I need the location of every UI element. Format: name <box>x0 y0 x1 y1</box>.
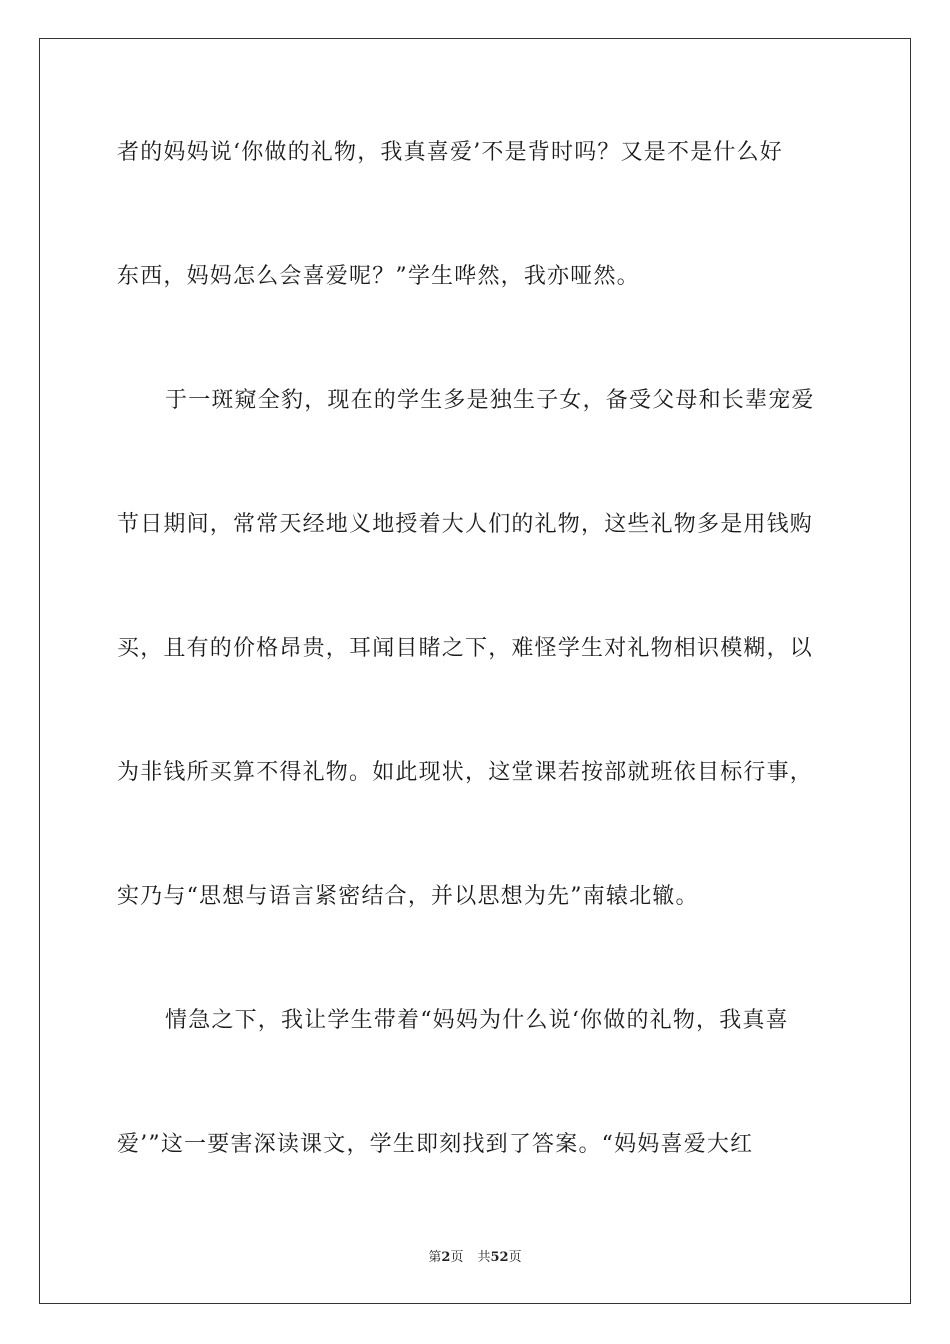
text-line-4: 节日期间，常常天经地义地授着大人们的礼物，这些礼物多是用钱购 <box>117 512 814 537</box>
text-line-1: 者的妈妈说‘你做的礼物，我真喜爱’不是背时吗？又是不是什么好 <box>117 140 783 165</box>
page-suffix: 页 <box>450 1250 464 1265</box>
total-suffix: 页 <box>508 1250 522 1265</box>
text-line-6: 为非钱所买算不得礼物。如此现状，这堂课若按部就班依目标行事， <box>117 760 814 785</box>
text-line-5: 买，且有的价格昂贵，耳闻目睹之下，难怪学生对礼物相识模糊，以 <box>117 636 814 661</box>
text-line-2: 东西，妈妈怎么会喜爱呢？”学生哗然，我亦哑然。 <box>117 264 640 289</box>
paragraph-start-line-3: 于一斑窥全豹，现在的学生多是独生子女，备受父母和长辈宠爱 <box>165 388 815 413</box>
text-line-9: 爱’”这一要害深读课文，学生即刻找到了答案。“妈妈喜爱大红 <box>117 1132 754 1157</box>
paragraph-start-line-8: 情急之下，我让学生带着“妈妈为什么说‘你做的礼物，我真喜 <box>165 1008 789 1033</box>
page-number: 2 <box>441 1250 451 1265</box>
page-border <box>39 38 911 1304</box>
text-line-7: 实乃与“思想与语言紧密结合，并以思想为先”南辕北辙。 <box>117 884 699 909</box>
total-pages: 52 <box>490 1250 509 1265</box>
page-footer <box>0 1246 950 1265</box>
total-prefix: 共 <box>477 1250 491 1265</box>
page-prefix: 第 <box>428 1250 442 1265</box>
